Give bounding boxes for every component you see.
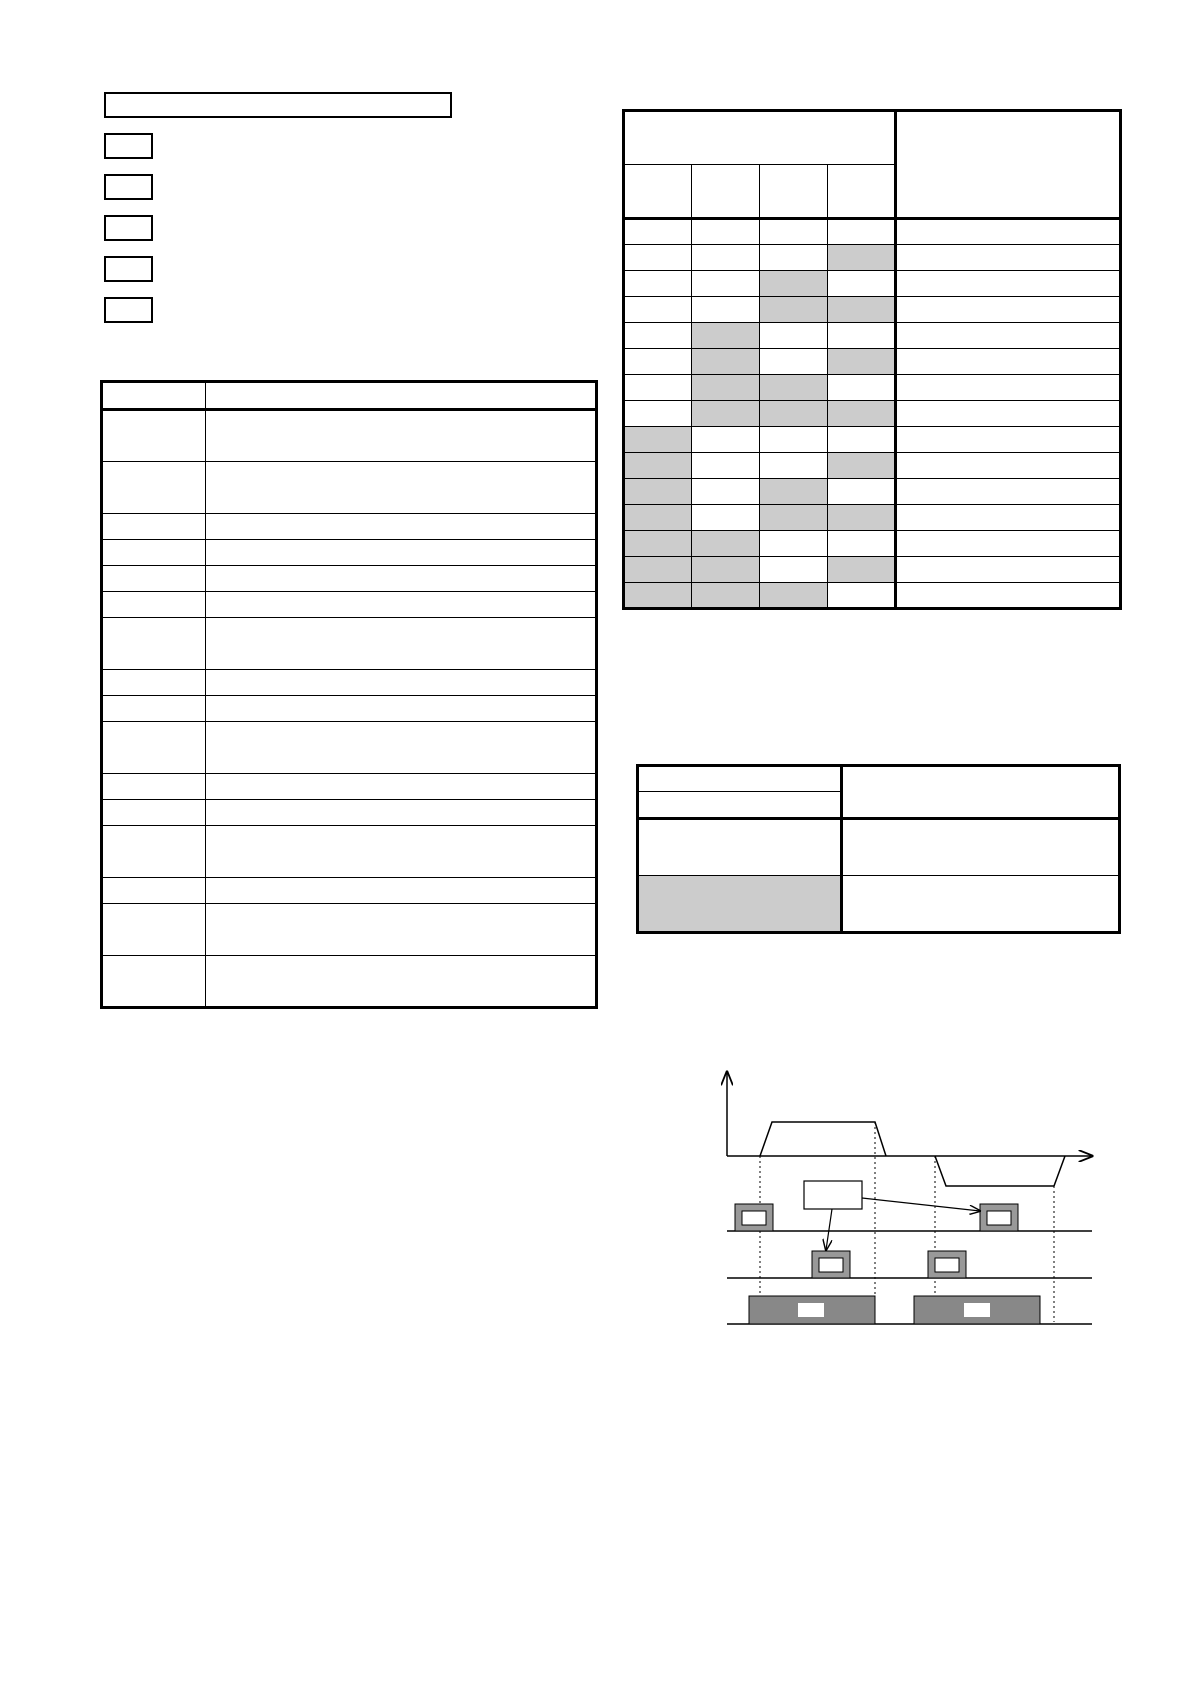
truth-cell bbox=[624, 583, 692, 609]
truth-cell bbox=[692, 583, 760, 609]
truth-result-cell bbox=[896, 583, 1121, 609]
truth-cell bbox=[692, 531, 760, 557]
truth-cell bbox=[828, 583, 896, 609]
truth-cell bbox=[828, 245, 896, 271]
table-cell bbox=[206, 800, 597, 826]
table-cell bbox=[206, 956, 597, 1008]
truth-cell bbox=[760, 297, 828, 323]
table-row bbox=[624, 401, 1121, 427]
table-row bbox=[624, 297, 1121, 323]
truth-cell bbox=[828, 479, 896, 505]
truth-cell bbox=[624, 557, 692, 583]
truth-cell bbox=[760, 427, 828, 453]
table-cell bbox=[102, 670, 206, 696]
table-cell bbox=[102, 774, 206, 800]
state-row1-right bbox=[842, 819, 1120, 876]
truth-cell bbox=[692, 401, 760, 427]
table-row bbox=[624, 479, 1121, 505]
truth-result-cell bbox=[896, 297, 1121, 323]
table-cell bbox=[102, 410, 206, 462]
state-table bbox=[636, 764, 1121, 934]
truth-result-cell bbox=[896, 271, 1121, 297]
table-row bbox=[624, 505, 1121, 531]
truth-cell bbox=[828, 375, 896, 401]
truth-cell bbox=[828, 531, 896, 557]
table-cell bbox=[206, 826, 597, 878]
forward-waveform bbox=[760, 1122, 886, 1156]
truth-cell bbox=[624, 427, 692, 453]
table-cell bbox=[102, 722, 206, 774]
table-row bbox=[624, 427, 1121, 453]
truth-cell bbox=[692, 219, 760, 245]
truth-table-group-header bbox=[624, 111, 1121, 165]
truth-result-cell bbox=[896, 375, 1121, 401]
truth-result-cell bbox=[896, 427, 1121, 453]
table-cell bbox=[206, 592, 597, 618]
truth-cell bbox=[760, 531, 828, 557]
table-row bbox=[624, 349, 1121, 375]
truth-cell bbox=[828, 349, 896, 375]
table-cell bbox=[206, 878, 597, 904]
legend-box-5 bbox=[104, 297, 153, 323]
truth-result-cell bbox=[896, 505, 1121, 531]
table-cell bbox=[102, 592, 206, 618]
legend-box-2 bbox=[104, 174, 153, 200]
state-row1-left bbox=[638, 819, 842, 876]
table-row bbox=[102, 566, 597, 592]
truth-table-result-header bbox=[896, 111, 1121, 219]
pulse-marker bbox=[935, 1258, 959, 1272]
pulse-marker bbox=[987, 1211, 1011, 1225]
truth-cell bbox=[760, 453, 828, 479]
legend-box-4 bbox=[104, 256, 153, 282]
table-row bbox=[102, 540, 597, 566]
truth-cell bbox=[828, 505, 896, 531]
truth-cell bbox=[760, 271, 828, 297]
truth-cell bbox=[760, 479, 828, 505]
truth-cell bbox=[624, 219, 692, 245]
table-row bbox=[102, 696, 597, 722]
truth-cell bbox=[692, 479, 760, 505]
state-header-left-a bbox=[638, 766, 842, 792]
truth-cell bbox=[828, 557, 896, 583]
truth-cell bbox=[692, 557, 760, 583]
table-row bbox=[624, 323, 1121, 349]
truth-cell bbox=[692, 349, 760, 375]
table-cell bbox=[102, 514, 206, 540]
truth-result-cell bbox=[896, 557, 1121, 583]
truth-result-cell bbox=[896, 453, 1121, 479]
table-cell bbox=[206, 462, 597, 514]
truth-result-cell bbox=[896, 219, 1121, 245]
state-table-header-row-1 bbox=[638, 766, 1120, 792]
truth-cell bbox=[760, 557, 828, 583]
truth-cell bbox=[828, 219, 896, 245]
truth-result-cell bbox=[896, 323, 1121, 349]
table-cell bbox=[102, 826, 206, 878]
truth-cell bbox=[624, 375, 692, 401]
run-marker bbox=[798, 1303, 824, 1317]
table-row bbox=[102, 618, 597, 670]
table-row bbox=[624, 271, 1121, 297]
reverse-waveform bbox=[935, 1156, 1065, 1186]
truth-result-cell bbox=[896, 349, 1121, 375]
truth-cell bbox=[828, 401, 896, 427]
table-cell bbox=[102, 618, 206, 670]
table-cell bbox=[102, 956, 206, 1008]
table-row bbox=[638, 876, 1120, 933]
truth-cell bbox=[624, 401, 692, 427]
table-row bbox=[102, 514, 597, 540]
truth-cell bbox=[828, 427, 896, 453]
state-row2-left-shaded bbox=[638, 876, 842, 933]
legend-box-1 bbox=[104, 133, 153, 159]
table-row bbox=[102, 670, 597, 696]
callout-box bbox=[804, 1181, 862, 1209]
truth-cell bbox=[692, 297, 760, 323]
callout-arrow bbox=[862, 1198, 980, 1211]
table-row bbox=[102, 722, 597, 774]
truth-cell bbox=[760, 219, 828, 245]
run-marker bbox=[964, 1303, 990, 1317]
truth-cell bbox=[624, 297, 692, 323]
table-cell bbox=[206, 904, 597, 956]
table-row bbox=[624, 453, 1121, 479]
table-cell bbox=[206, 774, 597, 800]
truth-cell bbox=[624, 453, 692, 479]
table-row bbox=[624, 583, 1121, 609]
truth-result-cell bbox=[896, 401, 1121, 427]
truth-cell bbox=[692, 323, 760, 349]
table-cell bbox=[206, 540, 597, 566]
truth-cell bbox=[760, 401, 828, 427]
truth-cell bbox=[692, 271, 760, 297]
parameter-header-description bbox=[206, 382, 597, 410]
table-cell bbox=[206, 722, 597, 774]
table-cell bbox=[102, 904, 206, 956]
truth-cell bbox=[692, 453, 760, 479]
truth-cell bbox=[624, 271, 692, 297]
truth-cell bbox=[828, 323, 896, 349]
timing-diagram bbox=[700, 1060, 1100, 1340]
legend-wide-box bbox=[104, 92, 452, 118]
table-row bbox=[624, 245, 1121, 271]
truth-cell bbox=[624, 349, 692, 375]
parameter-header-code bbox=[102, 382, 206, 410]
truth-table-input-header bbox=[624, 111, 896, 165]
table-row bbox=[102, 904, 597, 956]
table-cell bbox=[206, 514, 597, 540]
state-header-left-b bbox=[638, 792, 842, 819]
pulse-marker bbox=[819, 1258, 843, 1272]
truth-cell bbox=[760, 375, 828, 401]
truth-sub-header-4 bbox=[828, 165, 896, 219]
truth-sub-header-1 bbox=[624, 165, 692, 219]
table-row bbox=[624, 219, 1121, 245]
table-cell bbox=[206, 670, 597, 696]
truth-cell bbox=[760, 505, 828, 531]
table-cell bbox=[102, 800, 206, 826]
table-row bbox=[102, 878, 597, 904]
table-row bbox=[102, 800, 597, 826]
truth-cell bbox=[692, 505, 760, 531]
truth-cell bbox=[828, 453, 896, 479]
truth-table bbox=[622, 109, 1122, 610]
truth-result-cell bbox=[896, 531, 1121, 557]
truth-cell bbox=[692, 427, 760, 453]
callout-arrow bbox=[826, 1209, 832, 1250]
table-cell bbox=[102, 566, 206, 592]
truth-result-cell bbox=[896, 479, 1121, 505]
pulse-marker bbox=[742, 1211, 766, 1225]
table-row bbox=[102, 410, 597, 462]
truth-cell bbox=[692, 245, 760, 271]
table-cell bbox=[206, 696, 597, 722]
table-row bbox=[102, 462, 597, 514]
parameter-table bbox=[100, 380, 598, 1009]
truth-sub-header-3 bbox=[760, 165, 828, 219]
truth-cell bbox=[692, 375, 760, 401]
state-row2-right bbox=[842, 876, 1120, 933]
table-row bbox=[624, 375, 1121, 401]
table-cell bbox=[206, 618, 597, 670]
truth-cell bbox=[760, 349, 828, 375]
parameter-table-header bbox=[102, 382, 597, 410]
truth-cell bbox=[760, 323, 828, 349]
table-row bbox=[638, 819, 1120, 876]
truth-cell bbox=[624, 323, 692, 349]
table-row bbox=[624, 557, 1121, 583]
truth-cell bbox=[624, 245, 692, 271]
table-cell bbox=[102, 878, 206, 904]
state-header-right bbox=[842, 766, 1120, 819]
truth-cell bbox=[760, 583, 828, 609]
table-cell bbox=[102, 462, 206, 514]
truth-cell bbox=[828, 271, 896, 297]
table-cell bbox=[206, 410, 597, 462]
table-cell bbox=[102, 540, 206, 566]
legend-box-3 bbox=[104, 215, 153, 241]
truth-cell bbox=[624, 505, 692, 531]
table-row bbox=[102, 774, 597, 800]
truth-cell bbox=[828, 297, 896, 323]
table-cell bbox=[206, 566, 597, 592]
table-row bbox=[624, 531, 1121, 557]
table-row bbox=[102, 826, 597, 878]
table-row bbox=[102, 956, 597, 1008]
truth-cell bbox=[624, 479, 692, 505]
truth-sub-header-2 bbox=[692, 165, 760, 219]
truth-cell bbox=[624, 531, 692, 557]
table-cell bbox=[102, 696, 206, 722]
truth-cell bbox=[760, 245, 828, 271]
table-row bbox=[102, 592, 597, 618]
truth-result-cell bbox=[896, 245, 1121, 271]
